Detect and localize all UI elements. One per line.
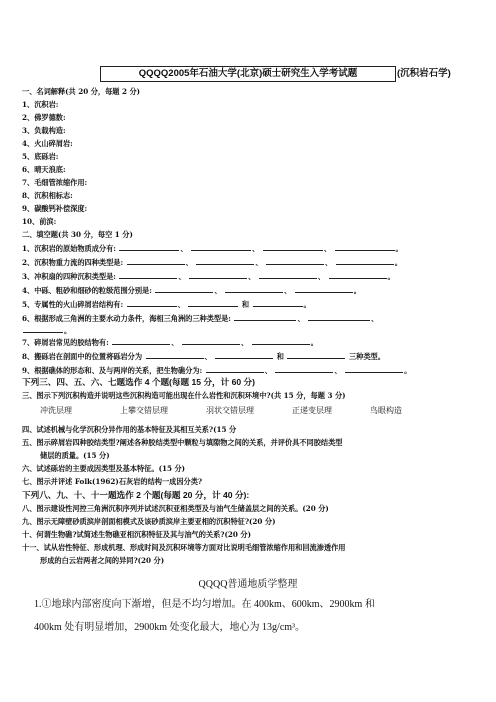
answer-blank xyxy=(252,337,310,345)
fill-question: 1、沉积岩的原始物质成分有: 、 、 、 。 xyxy=(22,244,403,253)
answer-blank xyxy=(287,351,345,359)
term-item: 10、前滨: xyxy=(22,217,57,226)
question-6: 六、试述砾岩的主要成因类型及基本特征。(15 分) xyxy=(22,464,186,473)
question-text: 1、沉积岩的原始物质成分有: xyxy=(22,244,116,253)
term-item: 1、沉积岩: xyxy=(22,100,59,109)
answer-blank xyxy=(127,299,177,307)
part3-heading: 下列三、四、五、六、七题选作 4 个题(每题 15 分，计 60 分) xyxy=(22,377,256,387)
question-4: 四、试述机械与化学沉积分异作用的基本特征及其相互关系?(15 分 xyxy=(22,425,237,434)
fill-question: 2、沉积物重力流的四种类型是: 、 、 、 。 xyxy=(22,258,402,267)
answer-blank xyxy=(146,351,204,359)
answer-blank xyxy=(189,271,247,279)
question-text: 8、搬砾岩在剖面中的位置将砾岩分为 xyxy=(22,352,143,361)
answer-blank xyxy=(119,243,179,251)
answer-blank xyxy=(329,271,387,279)
answer-blank xyxy=(215,351,273,359)
term-item: 4、火山碎屑岩: xyxy=(22,139,73,148)
answer-blank xyxy=(275,365,333,373)
part1-heading: 一、名词解释(共 20 分，每题 2 分) xyxy=(22,87,141,96)
question-text: 9、根据礁体的形态和、及与两岸的关系，把生物礁分为: xyxy=(22,366,203,375)
question-5-continued: 储层的质量。(15 分) xyxy=(40,451,110,460)
answer-blank xyxy=(188,299,238,307)
question-8: 八、图示建设性河控三角洲沉积序列并试述沉积亚相类型及与油气生储盖层之间的关系。(20 分) xyxy=(22,504,329,513)
answer-blank xyxy=(196,257,254,265)
answer-blank xyxy=(119,271,177,279)
question-end: 三种类型。 xyxy=(348,352,385,361)
option-item: 上攀交错层理 xyxy=(120,406,168,415)
conjunction: 和 xyxy=(241,300,250,309)
option-item: 羽状交错层理 xyxy=(206,406,254,415)
answer-blank xyxy=(225,285,283,293)
part2-heading: 二、填空题(共 30 分，每空 1 分) xyxy=(22,230,133,239)
answer-blank xyxy=(182,337,240,345)
structure-options xyxy=(40,405,480,417)
term-item: 2、佛罗德数: xyxy=(22,113,66,122)
fill-question: 7、碎屑岩常见的胶结物有: 、 、 。 xyxy=(22,338,318,347)
question-11-continued: 形成的白云岩两者之间的异同?(20 分) xyxy=(40,556,165,565)
question-9: 九、图示无障壁砂质滨岸剖面相模式及该砂质滨岸主要亚相的沉积特征?(20 分) xyxy=(22,517,276,526)
question-7: 七、图示并评述 Folk(1962)石灰岩的结构一成因分类? xyxy=(22,477,203,486)
question-text: 5、专属性的火山碎屑岩结构有: xyxy=(22,300,124,309)
answer-blank xyxy=(191,243,251,251)
fill-question: 3、冲积扇的四种沉积类型是: 、 、 、 。 xyxy=(22,272,395,281)
answer-blank xyxy=(345,365,403,373)
answer-blank xyxy=(234,313,296,321)
term-item: 9、碳酸钙补偿深度: xyxy=(22,204,88,213)
geology-paragraph-line: 400km 处有明显增加，2900km 处变化最大，地心为 13g/cm³。 xyxy=(34,622,306,633)
fill-question: 5、专属性的火山碎屑岩结构有: 、 和 。 xyxy=(22,300,311,309)
answer-blank xyxy=(23,325,63,333)
answer-blank xyxy=(295,285,353,293)
answer-blank xyxy=(155,285,213,293)
question-text: 6、根据形成三角洲的主要水动力条件，海相三角洲的三种类型是: xyxy=(22,314,231,323)
term-item: 3、负载构造: xyxy=(22,126,66,135)
fill-question: 8、搬砾岩在剖面中的位置将砾岩分为 、 和 三种类型。 xyxy=(22,352,385,361)
fill-question: 9、根据礁体的形态和、及与两岸的关系，把生物礁分为: 、 、 。 xyxy=(22,366,412,375)
term-item: 6、晴天浪底: xyxy=(22,165,66,174)
part4-heading: 下列八、九、十、十一题选作 2 个题(每题 20 分，计 40 分): xyxy=(22,490,250,500)
geology-section-title: QQQQ普通地质学整理 xyxy=(198,579,298,590)
fill-question: 4、中砾、粗砂和细砂的粒级范围分别是: 、 、 。 xyxy=(22,286,361,295)
term-item: 7、毛细管浓缩作用: xyxy=(22,178,88,187)
exam-title-suffix: (沉积岩石学) xyxy=(397,68,451,79)
continuation-blank-line: 。 xyxy=(22,325,71,336)
question-11: 十一、试从岩性特征、形成机理、形成时间及沉积环境等方面对比说明毛细管浓缩作用和回流渗透作用 xyxy=(22,543,346,552)
question-text: 7、碎屑岩常见的胶结物有: xyxy=(22,338,109,347)
answer-blank xyxy=(336,257,394,265)
question-10: 十、何谓生物礁?试简述生物礁亚相沉积特征及其与油气的关系?(20 分) xyxy=(22,530,251,539)
term-item: 5、底砾岩: xyxy=(22,152,59,161)
geology-paragraph-line: 1.①地球内部密度向下渐增，但是不均匀增加。在 400km、600km、2900km 和 xyxy=(34,599,375,610)
option-item: 冲洗层理 xyxy=(40,406,72,415)
question-text: 2、沉积物重力流的四种类型是: xyxy=(22,258,124,267)
answer-blank xyxy=(259,271,317,279)
answer-blank xyxy=(112,337,170,345)
answer-blank xyxy=(335,243,395,251)
question-text: 3、冲积扇的四种沉积类型是: xyxy=(22,272,116,281)
answer-blank xyxy=(127,257,185,265)
answer-blank xyxy=(266,257,324,265)
conjunction: 和 xyxy=(276,352,284,361)
term-item: 8、沉积相标志: xyxy=(22,191,73,200)
question-text: 4、中砾、粗砂和细砂的粒级范围分别是: xyxy=(22,286,152,295)
option-item: 鸟眼构造 xyxy=(370,406,402,415)
exam-title: QQQQ2005年石油大学(北京)硕士研究生入学考试题 xyxy=(100,66,396,82)
question-3: 三、图示下列沉积构造并说明这些沉积构造可能出现在什么岩性和沉积环境中?(共 15 分，每题 3 分) xyxy=(22,391,346,400)
fill-question: 6、根据形成三角洲的主要水动力条件，海相三角洲的三种类型是: 、 、 xyxy=(22,314,379,323)
option-item: 正递变层理 xyxy=(292,406,332,415)
answer-blank xyxy=(263,243,323,251)
answer-blank xyxy=(308,313,370,321)
question-5: 五、图示碎屑岩四种胶结类型?阐述各种胶结类型中颗粒与填隙物之间的关系，并评价具不同胶结类型 xyxy=(22,438,343,447)
answer-blank xyxy=(206,365,264,373)
answer-blank xyxy=(253,299,303,307)
